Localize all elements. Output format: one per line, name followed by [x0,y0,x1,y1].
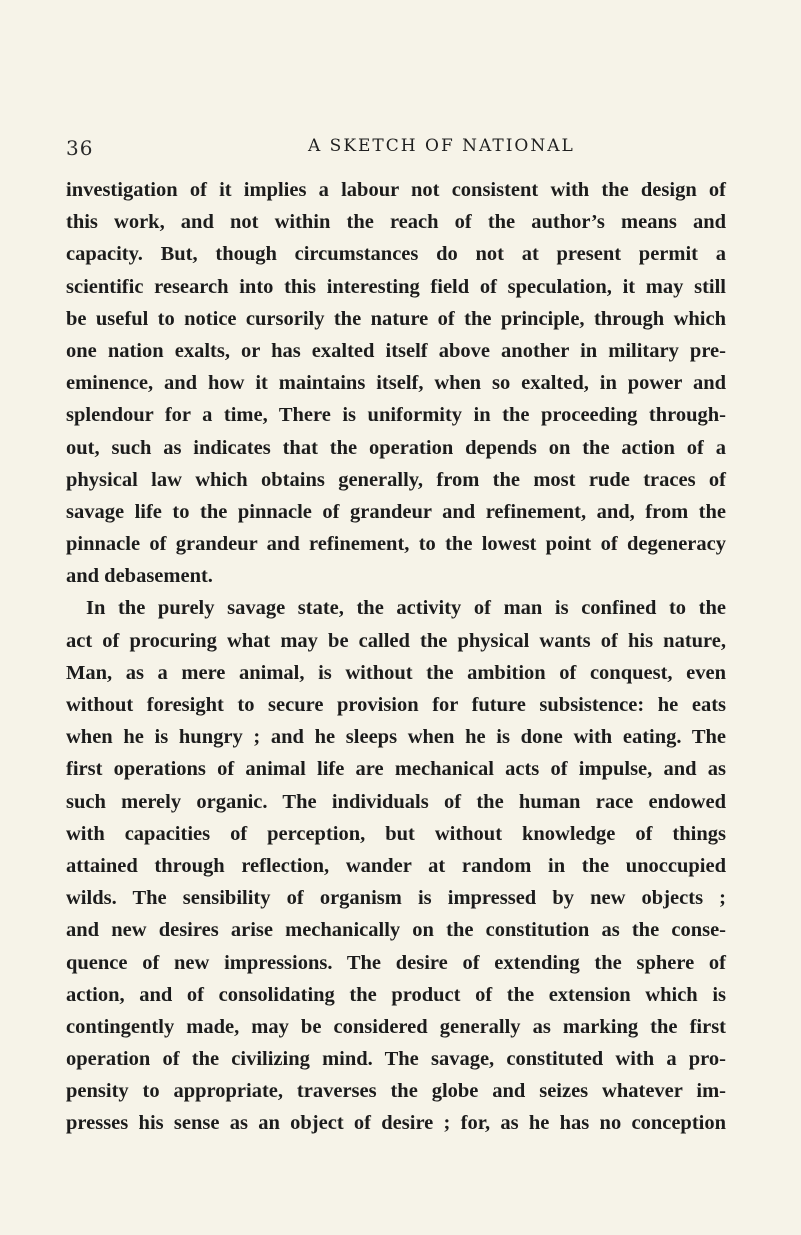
text-line: quence of new impressions. The desire of extending the sphere of [66,951,726,974]
text-line: investigation of it implies a labour not consistent with the design of [66,179,726,201]
text-line: first operations of animal life are mechanical acts of impulse, and as [66,758,726,781]
text-line: contingently made, may be considered generally as marking the first [66,1015,726,1038]
text-line: Man, as a mere animal, is without the ambition of conquest, even [66,661,726,684]
running-title: A SKETCH OF NATIONAL [308,136,575,156]
text-line: pensity to appropriate, traverses the globe and seizes whatever im- [66,1080,726,1103]
text-line: splendour for a time, There is uniformity in the proceeding through- [66,404,726,427]
text-line: savage life to the pinnacle of grandeur and refinement, and, from the [66,500,726,523]
text-line: pinnacle of grandeur and refinement, to the lowest point of degeneracy [66,533,726,556]
text-line: this work, and not within the reach of the author’s means and [66,211,726,234]
text-line: out, such as indicates that the operation depends on the action of a [66,436,726,459]
text-line: eminence, and how it maintains itself, when so exalted, in power and [66,372,726,395]
text-line: capacity. But, though circumstances do not at present permit a [66,243,726,266]
text-line: one nation exalts, or has exalted itself above another in military pre- [66,339,726,362]
text-line: presses his sense as an object of desire ; for, as he has no conception [66,1112,726,1135]
text-line: when he is hungry ; and he sleeps when he is done with eating. The [66,726,726,749]
text-line: act of procuring what may be called the physical wants of his nature, [66,629,726,652]
text-line: and new desires arise mechanically on the constitution as the conse- [66,919,726,942]
text-line: physical law which obtains generally, from the most rude traces of [66,468,726,491]
text-line: with capacities of perception, but without knowledge of things [66,822,726,845]
text-line: action, and of consolidating the product of the extension which is [66,983,726,1006]
body-text [66,174,726,1140]
text-line: and debasement. [66,565,213,588]
text-line: such merely organic. The individuals of the human race endowed [66,790,726,813]
text-line: wilds. The sensibility of organism is impressed by new objects ; [66,887,726,910]
page-number: 36 [66,136,94,160]
text-line: In the purely savage state, the activity of man is confined to the [86,597,726,620]
text-line: without foresight to secure provision for future subsistence: he eats [66,694,726,716]
text-line: be useful to notice cursorily the nature of the principle, through which [66,307,726,330]
text-line: attained through reflection, wander at random in the unoccupied [66,854,726,877]
text-line: scientific research into this interesting field of speculation, it may still [66,275,726,298]
text-line: operation of the civilizing mind. The savage, constituted with a pro- [66,1048,726,1071]
